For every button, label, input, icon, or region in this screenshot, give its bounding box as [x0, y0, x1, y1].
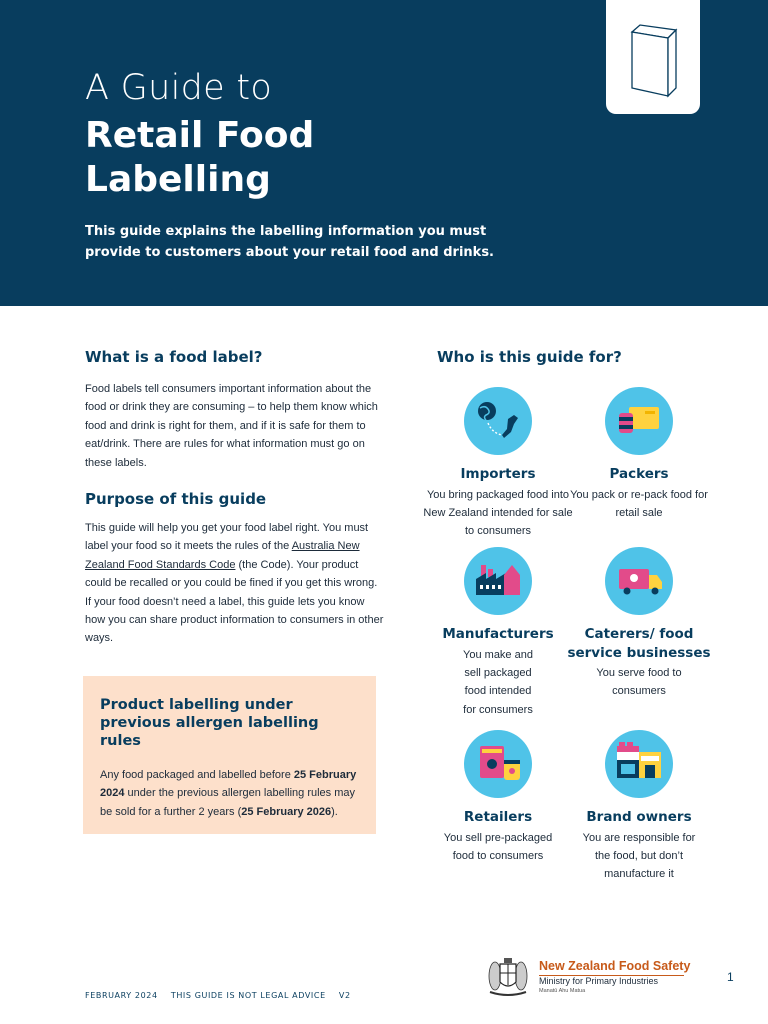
- footer-date: FEBRUARY 2024: [85, 991, 158, 1000]
- audience-card-packers: [564, 387, 714, 522]
- allergen-notice-body: [100, 766, 360, 821]
- importers-desc: You bring packaged food into New Zealand intended for sale to consumers: [423, 488, 573, 538]
- title-line-2: Retail Food: [85, 115, 315, 156]
- intro-text: This guide explains the labelling information you must provide to customers about your retail food and drinks.: [85, 224, 494, 260]
- title-line-3: Labelling: [85, 159, 271, 200]
- allergen-notice-box: [83, 676, 376, 834]
- retailers-desc: You sell pre-packaged food to consumers: [443, 831, 553, 862]
- mpi-logo: [484, 954, 694, 1000]
- packers-title: Packers: [609, 466, 669, 482]
- footer-notice: THIS GUIDE IS NOT LEGAL ADVICE: [170, 991, 326, 1000]
- caterers-title: Caterers/ food service businesses: [567, 626, 711, 661]
- nz-coat-of-arms-icon: [484, 954, 532, 998]
- allergen-notice-title: Product labelling under previous allergen labelling rules: [100, 697, 319, 749]
- factory-icon: [464, 547, 532, 615]
- ministry-maori-name: Manatū Ahu Matua: [539, 988, 586, 994]
- retailers-icon-circle: [464, 730, 532, 798]
- manufacturers-title: Manufacturers: [442, 626, 554, 642]
- audience-card-brand-owners: [564, 730, 714, 884]
- allergen-date-1: 25 February 2024: [100, 769, 357, 800]
- brand-owners-desc: You are responsible for the food, but don’t manufacture it: [582, 831, 696, 881]
- what-is-body: Food labels tell consumers important information about the food or drink they are consuming – to help them know which food and drink is right for them, and if it is safe for them to eat/drink. There are rules for what information must go on these labels.: [85, 383, 378, 469]
- globe-map-icon: [464, 387, 532, 455]
- audience-card-manufacturers: [423, 547, 573, 719]
- packers-icon-circle: [605, 387, 673, 455]
- allergen-text-2: under the previous allergen labelling rules may be sold for a further 2 years (: [100, 787, 356, 818]
- purpose-heading: Purpose of this guide: [85, 490, 267, 508]
- caterers-desc: You serve food to consumers: [596, 667, 682, 698]
- allergen-text-1: Any food packaged and labelled before: [100, 769, 294, 781]
- allergen-date-2: 25 February 2026: [241, 805, 332, 818]
- importers-icon-circle: [464, 387, 532, 455]
- audience-card-importers: [423, 387, 573, 541]
- food-standards-code-link[interactable]: Australia New Zealand Food Standards Code: [85, 540, 360, 571]
- catering-van-icon: [605, 547, 673, 615]
- manufacturers-desc: You make and sell packaged food intended for consumers: [463, 648, 533, 716]
- page-number: 1: [727, 970, 734, 984]
- retail-products-icon: [464, 730, 532, 798]
- brand-owners-icon-circle: [605, 730, 673, 798]
- audience-card-caterers: [564, 547, 714, 701]
- who-heading: Who is this guide for?: [437, 348, 622, 366]
- title-line-1: A Guide to: [85, 68, 273, 108]
- what-is-heading: What is a food label?: [85, 348, 263, 366]
- audience-card-retailers: [423, 730, 573, 865]
- purpose-body: [85, 519, 385, 648]
- purpose-text-1: This guide will help you get your food label right. You must label your food so it meets the rules of the: [85, 522, 369, 553]
- food-package-icon: [626, 24, 682, 100]
- org-name: New Zealand Food Safety: [539, 959, 691, 973]
- ministry-name: Ministry for Primary Industries: [539, 976, 659, 986]
- footer-info: [85, 991, 361, 1000]
- allergen-text-3: ).: [331, 805, 338, 818]
- importers-title: Importers: [460, 466, 536, 482]
- page-title: [85, 114, 485, 202]
- caterers-icon-circle: [605, 547, 673, 615]
- packages-icon: [605, 387, 673, 455]
- manufacturers-icon-circle: [464, 547, 532, 615]
- footer-version: V2: [338, 991, 351, 1000]
- shopfront-icon: [605, 730, 673, 798]
- purpose-text-2: (the Code). Your product could be recalled or you could be fined if you get this wrong. If your food doesn’t need a label, this guide lets you know how you can share product information to consumers in other ways.: [85, 558, 384, 645]
- retailers-title: Retailers: [463, 809, 533, 825]
- header-icon-tab: [606, 0, 700, 114]
- brand-owners-title: Brand owners: [586, 809, 692, 825]
- packers-desc: You pack or re-pack food for retail sale: [570, 488, 708, 519]
